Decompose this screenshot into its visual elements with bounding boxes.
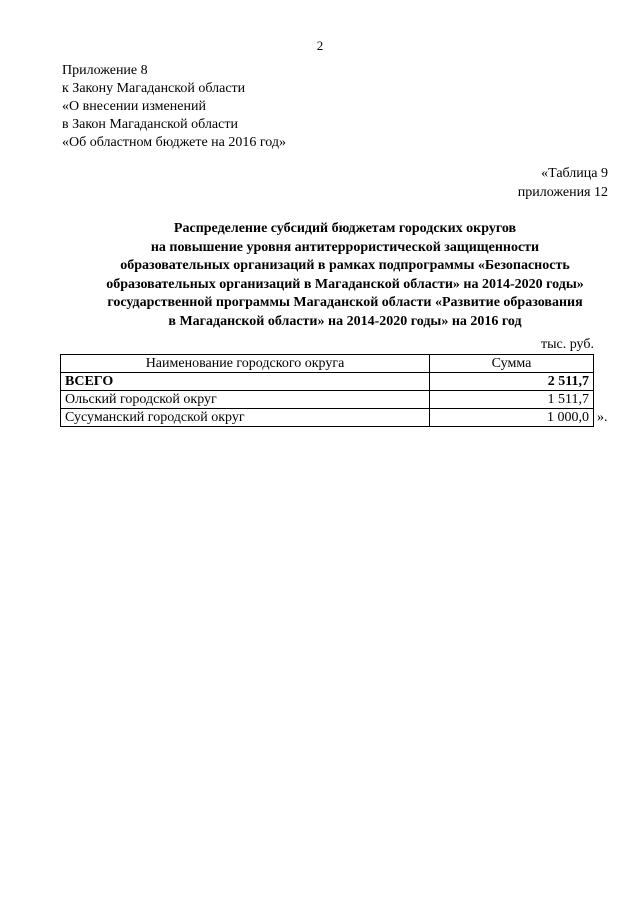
table-row-total <box>61 373 594 391</box>
page-number: 2 <box>316 38 324 53</box>
table-row <box>61 409 594 427</box>
table-reference-line: приложения 12 <box>517 185 608 200</box>
appendix-line: Приложение 8 <box>62 63 148 78</box>
district-name-cell: Ольский городской округ <box>61 391 430 409</box>
title-line: образовательных организаций в Магаданской области» на 2014-2020 годы» <box>106 276 584 292</box>
units-label: тыс. руб. <box>541 337 594 352</box>
table-reference <box>518 164 608 202</box>
closing-quote-mark: ». <box>597 410 608 425</box>
table-header-row <box>61 355 594 373</box>
district-name-cell: Сусуманский городской округ <box>61 409 430 427</box>
title-line: Распределение субсидий бюджетам городских округов <box>173 221 517 236</box>
appendix-line: в Закон Магаданской области <box>62 117 238 132</box>
appendix-line: «Об областном бюджете на 2016 год» <box>62 135 286 150</box>
amount-cell: 1 000,0 <box>430 409 594 427</box>
amount-cell: 1 511,7 <box>430 391 594 409</box>
district-name-cell: ВСЕГО <box>61 373 430 391</box>
appendix-reference <box>62 62 286 152</box>
title-line: образовательных организаций в рамках подпрограммы «Безопасность <box>120 258 570 273</box>
header-amount: Сумма <box>430 355 594 373</box>
table-row <box>61 391 594 409</box>
appendix-line: «О внесении изменений <box>62 99 206 114</box>
appendix-line: к Закону Магаданской области <box>62 81 246 96</box>
title-line: государственной программы Магаданской области «Развитие образования <box>107 295 583 310</box>
table-reference-line: «Таблица 9 <box>541 166 608 181</box>
document-title <box>60 220 630 331</box>
subsidy-table <box>60 354 594 427</box>
title-line: на повышение уровня антитеррористической защищенности <box>150 239 540 255</box>
header-district-name: Наименование городского округа <box>61 355 430 373</box>
amount-cell: 2 511,7 <box>430 373 594 391</box>
title-line: в Магаданской области» на 2014-2020 годы» на 2016 год <box>168 313 522 329</box>
